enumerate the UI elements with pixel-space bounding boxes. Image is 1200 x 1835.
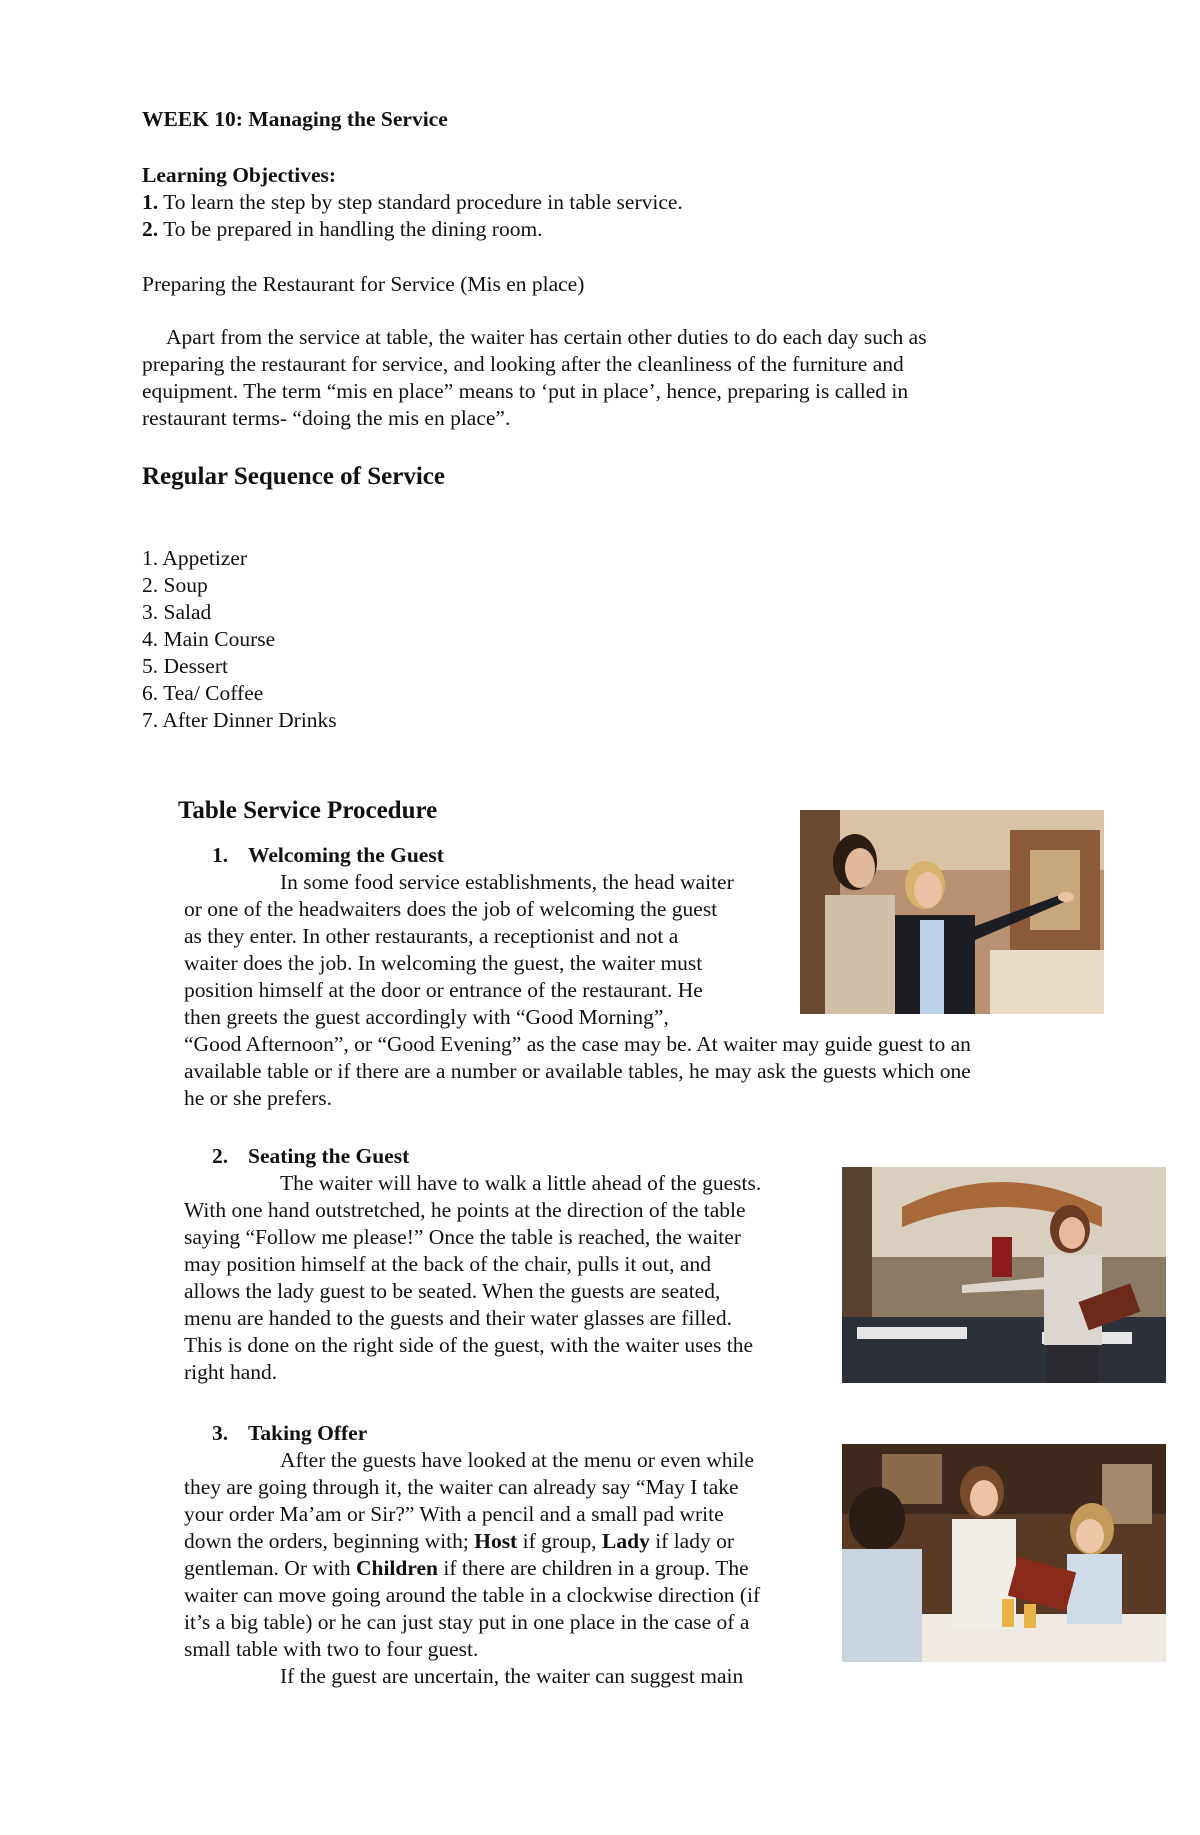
body-line: waiter can move going around the table in a clockwise direction (if: [184, 1583, 761, 1607]
section-title: Seating the Guest: [248, 1144, 410, 1168]
objective-number: 2.: [142, 217, 159, 241]
body-line: he or she prefers.: [184, 1086, 333, 1110]
body-line: may position himself at the back of the chair, pulls it out, and: [184, 1252, 711, 1276]
body-line: right hand.: [184, 1360, 278, 1384]
body-line: In some food service establishments, the head waiter: [280, 870, 734, 894]
body-line: they are going through it, the waiter can already say “May I take: [184, 1475, 739, 1499]
sequence-heading: Regular Sequence of Service: [142, 463, 445, 490]
paragraph-line: restaurant terms- “doing the mis en place”.: [142, 406, 511, 430]
body-text: if there are children in a group. The: [438, 1556, 749, 1580]
objectives-heading: Learning Objectives:: [142, 163, 337, 187]
sequence-list: [142, 545, 337, 734]
body-line: or one of the headwaiters does the job of welcoming the guest: [184, 897, 718, 921]
section-heading: [212, 1420, 367, 1447]
bold-term-lady: Lady: [602, 1529, 650, 1553]
section-number: 1.: [212, 843, 229, 867]
list-item: 3. Salad: [142, 600, 212, 624]
body-line: waiter does the job. In welcoming the guest, the waiter must: [184, 951, 703, 975]
page-title: WEEK 10: Managing the Service: [142, 107, 448, 131]
body-text: if group,: [517, 1529, 603, 1553]
body-line: [184, 1555, 760, 1582]
procedure-heading: Table Service Procedure: [178, 797, 438, 824]
welcoming-guest-photo: [800, 810, 1104, 1014]
mis-en-place-heading: Preparing the Restaurant for Service (Mis en place): [142, 272, 585, 296]
body-line: [184, 1528, 760, 1555]
body-line: After the guests have looked at the menu or even while: [280, 1448, 755, 1472]
objective-number: 1.: [142, 190, 159, 214]
objective-text: To learn the step by step standard procedure in table service.: [158, 190, 683, 214]
section-title: Taking Offer: [248, 1421, 368, 1445]
section-body: [184, 1170, 761, 1386]
body-line: saying “Follow me please!” Once the table is reached, the waiter: [184, 1225, 741, 1249]
list-item: 7. After Dinner Drinks: [142, 708, 337, 732]
body-line: “Good Afternoon”, or “Good Evening” as the case may be. At waiter may guide guest to an: [184, 1032, 971, 1056]
list-item: 5. Dessert: [142, 654, 228, 678]
body-line: If the guest are uncertain, the waiter can suggest main: [280, 1664, 744, 1688]
list-item: 2. Soup: [142, 573, 208, 597]
body-text: gentleman. Or with: [184, 1556, 356, 1580]
seating-guest-photo: [842, 1167, 1166, 1383]
section-title: Welcoming the Guest: [248, 843, 444, 867]
taking-order-photo: [842, 1444, 1166, 1662]
body-line: position himself at the door or entrance of the restaurant. He: [184, 978, 703, 1002]
body-line: The waiter will have to walk a little ahead of the guests.: [280, 1171, 762, 1195]
section-body: [184, 1447, 760, 1690]
objective-item: [142, 189, 683, 216]
paragraph-line: Apart from the service at table, the waiter has certain other duties to do each day such as: [166, 325, 927, 349]
paragraph-line: equipment. The term “mis en place” means to ‘put in place’, hence, preparing is called in: [142, 379, 909, 403]
body-line: your order Ma’am or Sir?” With a pencil and a small pad write: [184, 1502, 724, 1526]
body-line: This is done on the right side of the guest, with the waiter uses the: [184, 1333, 754, 1357]
paragraph-line: preparing the restaurant for service, and looking after the cleanliness of the furniture and: [142, 352, 904, 376]
section-number: 2.: [212, 1144, 229, 1168]
body-line: menu are handed to the guests and their water glasses are filled.: [184, 1306, 733, 1330]
list-item: 1. Appetizer: [142, 546, 248, 570]
body-text: if lady or: [649, 1529, 735, 1553]
body-line: available table or if there are a number or available tables, he may ask the guests which one: [184, 1059, 971, 1083]
mis-en-place-paragraph: [142, 324, 1022, 432]
body-line: With one hand outstretched, he points at the direction of the table: [184, 1198, 746, 1222]
section-heading: [212, 842, 444, 869]
section-number: 3.: [212, 1421, 229, 1445]
objective-item: [142, 216, 543, 243]
objective-text: To be prepared in handling the dining room.: [158, 217, 543, 241]
bold-term-children: Children: [355, 1556, 439, 1580]
body-line: allows the lady guest to be seated. When the guests are seated,: [184, 1279, 721, 1303]
body-line: it’s a big table) or he can just stay put in one place in the case of a: [184, 1610, 750, 1634]
body-line: small table with two to four guest.: [184, 1637, 479, 1661]
list-item: 6. Tea/ Coffee: [142, 681, 264, 705]
bold-term-host: Host: [474, 1529, 518, 1553]
body-line: as they enter. In other restaurants, a receptionist and not a: [184, 924, 679, 948]
section-heading: [212, 1143, 409, 1170]
body-line: then greets the guest accordingly with “Good Morning”,: [184, 1005, 669, 1029]
list-item: 4. Main Course: [142, 627, 276, 651]
body-text: down the orders, beginning with;: [184, 1529, 475, 1553]
